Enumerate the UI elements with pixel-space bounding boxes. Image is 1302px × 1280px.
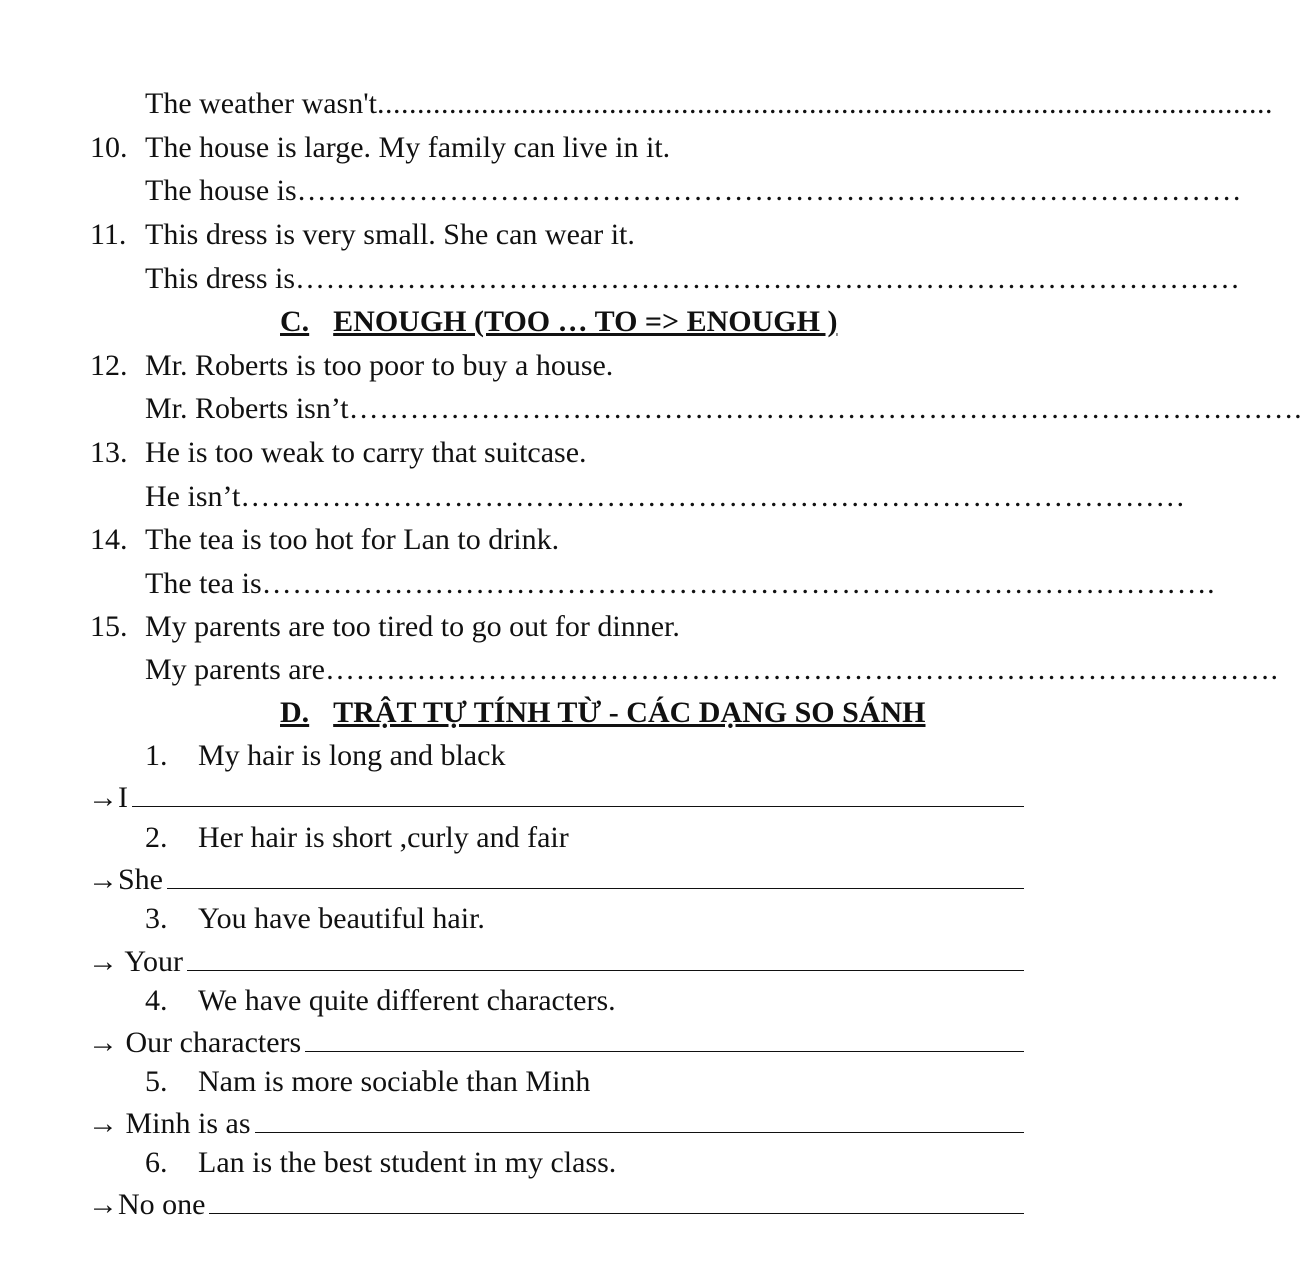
answer-lead: My parents are	[145, 653, 325, 686]
item-text: My hair is long and black	[198, 739, 506, 772]
section-letter: D.	[280, 696, 310, 729]
arrow-lead: → Your	[88, 945, 184, 978]
item-number: 1.	[145, 739, 168, 772]
question-number: 10.	[90, 131, 128, 164]
answer-lead: The house is	[145, 174, 297, 207]
question-text: Mr. Roberts is too poor to buy a house.	[145, 349, 614, 382]
arrow-lead: → Minh is as	[88, 1107, 251, 1140]
answer-line-11	[145, 259, 1241, 299]
answer-dots[interactable]: …………………………………………………………………………………	[240, 480, 1186, 513]
answer-dots[interactable]: …………………………………………………………………………………	[295, 262, 1241, 295]
d-item-1	[0, 736, 1024, 776]
question-number: 11.	[90, 218, 127, 251]
d-answer-3	[88, 942, 1024, 982]
d-answer-1	[88, 778, 1024, 818]
question-number: 14.	[90, 523, 128, 556]
answer-lead: The tea is	[145, 567, 262, 600]
question-13	[0, 433, 1024, 473]
item-number: 4.	[145, 984, 168, 1017]
arrow-lead: →No one	[88, 1188, 206, 1221]
answer-line-10	[145, 171, 1243, 211]
answer-line-13	[145, 477, 1186, 517]
answer-lead: The weather wasn't	[145, 87, 377, 120]
item-text: Nam is more sociable than Minh	[198, 1065, 591, 1098]
answer-dots[interactable]: …………………………………………………………………………………	[296, 174, 1243, 207]
question-text: The tea is too hot for Lan to drink.	[145, 523, 560, 556]
answer-dots[interactable]: ………………………………………………………………………………….	[324, 653, 1279, 686]
answer-lead: This dress is	[145, 262, 295, 295]
arrow-lead: →I	[88, 781, 128, 814]
answer-line-15	[145, 650, 1279, 690]
d-answer-4	[88, 1023, 1024, 1063]
item-text: Lan is the best student in my class.	[198, 1146, 617, 1179]
answer-line-12	[145, 389, 1302, 429]
section-c-heading	[280, 302, 837, 342]
question-text: My parents are too tired to go out for dinner.	[145, 610, 680, 643]
question-10	[0, 128, 1024, 168]
item-number: 5.	[145, 1065, 168, 1098]
section-letter: C.	[280, 305, 310, 338]
d-item-4	[0, 981, 1024, 1021]
arrow-lead: → Our characters	[88, 1026, 302, 1059]
question-12	[0, 346, 1024, 386]
question-text: He is too weak to carry that suitcase.	[145, 436, 587, 469]
answer-line-14	[145, 564, 1216, 604]
answer-lead: He isn’t	[145, 480, 241, 513]
question-text: The house is large. My family can live in it.	[145, 131, 671, 164]
d-item-6	[0, 1143, 1024, 1183]
answer-blank[interactable]	[132, 780, 1024, 807]
d-item-3	[0, 899, 1024, 939]
arrow-lead: →She	[88, 863, 163, 896]
item-text: We have quite different characters.	[198, 984, 616, 1017]
answer-blank[interactable]	[167, 862, 1024, 889]
section-d-heading	[280, 693, 926, 733]
item-number: 2.	[145, 821, 168, 854]
d-answer-6	[88, 1185, 1024, 1225]
question-text: This dress is very small. She can wear it.	[145, 218, 635, 251]
answer-dots[interactable]: ………………………………………………………………………………….	[348, 392, 1302, 425]
answer-blank[interactable]	[209, 1187, 1024, 1214]
answer-blank[interactable]	[187, 944, 1024, 971]
question-15	[0, 607, 1024, 647]
item-text: Her hair is short ,curly and fair	[198, 821, 569, 854]
question-number: 15.	[90, 610, 128, 643]
question-number: 12.	[90, 349, 128, 382]
answer-dots[interactable]: ................................................................................................................	[376, 87, 1273, 120]
d-item-5	[0, 1062, 1024, 1102]
d-answer-5	[88, 1104, 1024, 1144]
question-14	[0, 520, 1024, 560]
item-number: 3.	[145, 902, 168, 935]
d-answer-2	[88, 860, 1024, 900]
section-title: TRẬT TỰ TÍNH TỪ - CÁC DẠNG SO SÁNH	[333, 696, 926, 729]
item-text: You have beautiful hair.	[198, 902, 485, 935]
answer-dots[interactable]: ………………………………………………………………………………….	[261, 567, 1216, 600]
answer-lead: Mr. Roberts isn’t	[145, 392, 349, 425]
d-item-2	[0, 818, 1024, 858]
section-title: ENOUGH (TOO … TO => ENOUGH )	[333, 305, 838, 338]
answer-blank[interactable]	[305, 1025, 1024, 1052]
question-11	[0, 215, 1024, 255]
answer-blank[interactable]	[255, 1106, 1024, 1133]
answer-line-9	[145, 84, 1273, 124]
item-number: 6.	[145, 1146, 168, 1179]
question-number: 13.	[90, 436, 128, 469]
